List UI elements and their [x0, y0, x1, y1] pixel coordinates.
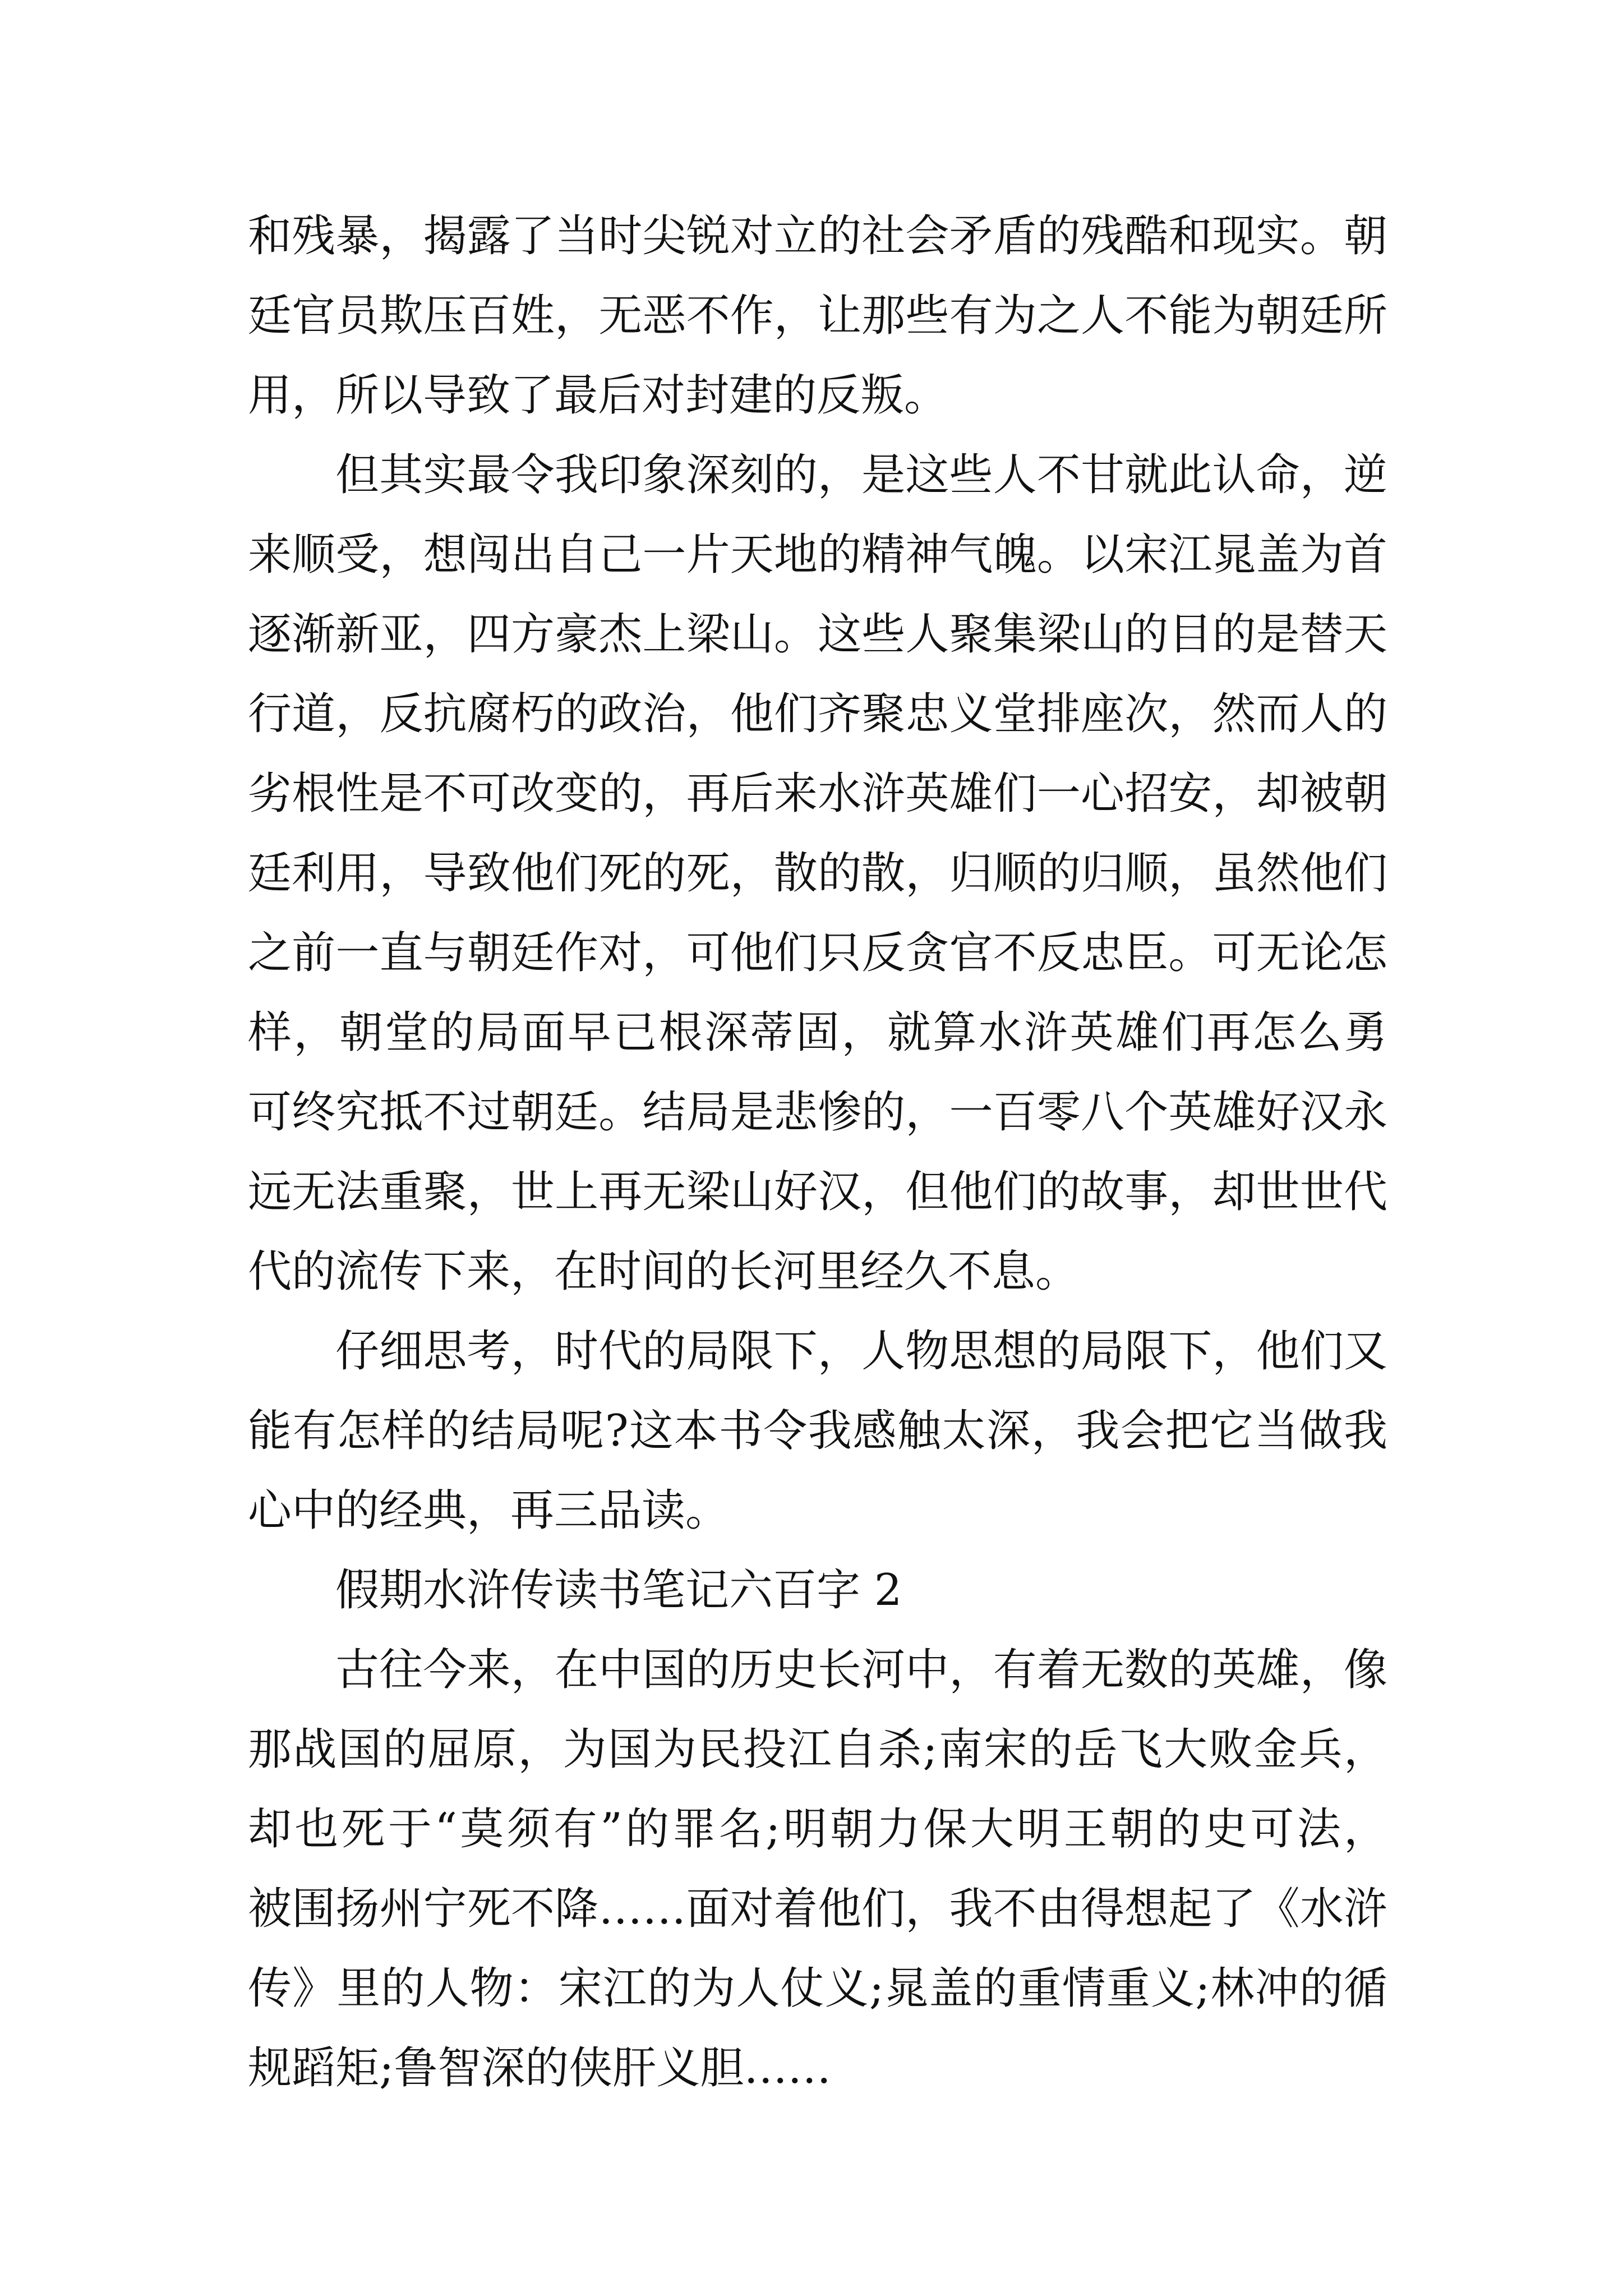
text-line: 用，所以导致了最后对封建的反叛。 [248, 370, 948, 421]
text-line: 和残暴，揭露了当时尖锐对立的社会矛盾的残酷和现实。朝 [248, 211, 1387, 261]
text-line: 规蹈矩;鲁智深的侠肝义胆…… [248, 2043, 832, 2093]
text-line: 行道，反抗腐朽的政治，他们齐聚忠义堂排座次，然而人的 [248, 689, 1387, 739]
text-line: 却也死于“莫须有”的罪名;明朝力保大明王朝的史可法， [248, 1804, 1387, 1855]
text-line: 仔细思考，时代的局限下，人物思想的局限下，他们又 [335, 1326, 1387, 1377]
text-line: 之前一直与朝廷作对，可他们只反贪官不反忠臣。可无论怎 [248, 928, 1387, 978]
text-line: 但其实最令我印象深刻的，是这些人不甘就此认命，逆 [335, 450, 1387, 500]
paragraph [248, 1312, 1387, 1550]
text-line: 那战国的屈原，为国为民投江自杀;南宋的岳飞大败金兵， [248, 1724, 1387, 1775]
paragraph [248, 1630, 1387, 2108]
paragraph [248, 196, 1387, 435]
paragraph [248, 435, 1387, 1312]
text-line: 劣根性是不可改变的，再后来水浒英雄们一心招安，却被朝 [248, 769, 1387, 819]
text-line: 传》里的人物：宋江的为人仗义;晁盖的重情重义;林冲的循 [248, 1963, 1387, 2014]
text-line: 廷官员欺压百姓，无恶不作，让那些有为之人不能为朝廷所 [248, 291, 1387, 341]
text-line: 代的流传下来，在时间的长河里经久不息。 [248, 1246, 1080, 1297]
text-line: 逐渐新亚，四方豪杰上梁山。这些人聚集梁山的目的是替天 [248, 609, 1387, 660]
text-line: 来顺受，想闯出自己一片天地的精神气魄。以宋江晁盖为首 [248, 530, 1387, 580]
text-line: 被围扬州宁死不降……面对着他们，我不由得想起了《水浒 [248, 1884, 1387, 1934]
text-line: 廷利用，导致他们死的死，散的散，归顺的归顺，虽然他们 [248, 848, 1387, 899]
section-title: 假期水浒传读书笔记六百字 2 [335, 1565, 902, 1616]
text-line: 能有怎样的结局呢?这本书令我感触太深，我会把它当做我 [248, 1406, 1387, 1456]
text-line: 远无法重聚，世上再无梁山好汉，但他们的故事，却世世代 [248, 1167, 1387, 1217]
text-line: 古往今来，在中国的历史长河中，有着无数的英雄，像 [335, 1645, 1387, 1695]
text-line: 样，朝堂的局面早已根深蒂固，就算水浒英雄们再怎么勇 [248, 1007, 1387, 1058]
text-line: 可终究抵不过朝廷。结局是悲惨的，一百零八个英雄好汉永 [248, 1087, 1387, 1138]
text-line: 心中的经典，再三品读。 [248, 1485, 730, 1536]
document-body [248, 196, 1387, 2108]
